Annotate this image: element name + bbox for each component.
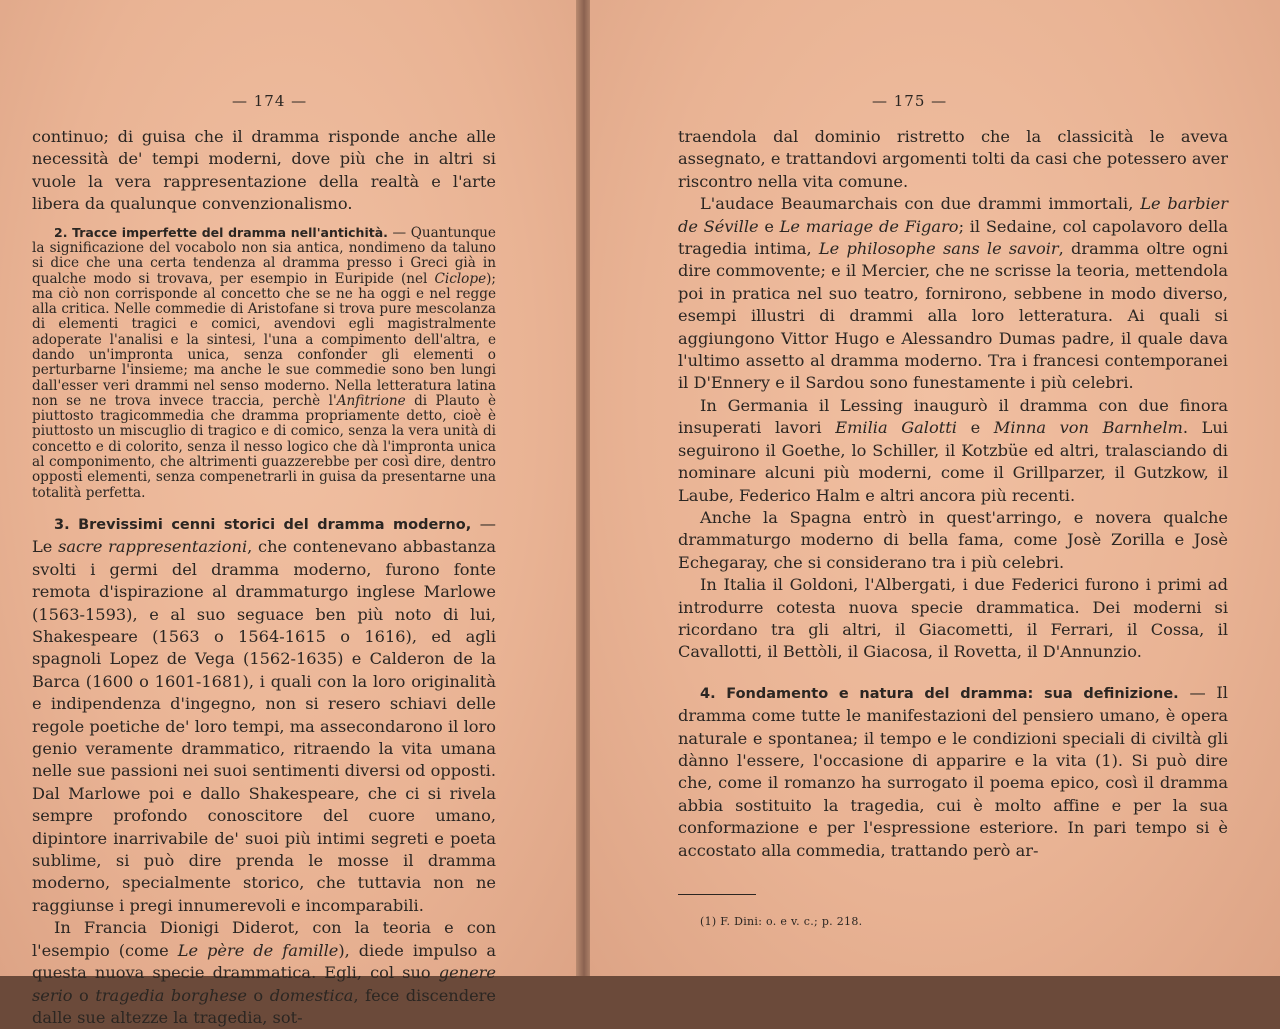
- section-2-heading: 2. Tracce imperfette del dramma nell'antichità.: [54, 224, 388, 240]
- section-gap: [678, 664, 1228, 682]
- section-3-heading: 3. Brevissimi cenni storici del dramma moderno,: [54, 516, 472, 533]
- paragraph-germania: In Germania il Lessing inaugurò il dramma con due finora insuperati lavori Emilia Galotti e Minna von Barnhelm. Lui seguirono il Goethe, lo Schiller, il Kotzbüe ed altri, tralasciando di nominare alcuni più moderni, come il Grillparzer, il Gutzkow, il Laube, Federico Halm e altri ancora più recenti.: [678, 395, 1228, 505]
- paragraph-italia: In Italia il Goldoni, l'Albergati, i due Federici furono i primi ad introdurre cotesta nuova specie drammatica. Dei moderni si ricordano tra gli altri, il Giacometti, il Ferrari, il Cossa, il Cavallotti, il Bettòli, il Giacosa, il Rovetta, il D'Annunzio.: [678, 575, 1228, 662]
- section-3-paragraph: 3. Brevissimi cenni storici del dramma moderno, — Le sacre rappresentazioni, che contenevano abbastanza svolti i germi del dramma moderno, furono fonte remota d'ispirazione al drammaturgo inglese Marlowe (1563-1593), e al suo seguace ben più noto di lui, Shakespeare (1563 o 1564-1615 o 1616), ed agli spagnoli Lopez de Vega (1562-1635) e Calderon de la Barca (1600 o 1601-1681), i quali con la loro originalità e indipendenza d'ingegno, non si resero schiavi delle regole poetiche de' loro tempi, ma assecondarono il loro genio veramente drammatico, ritraendo la vita umana nelle sue passioni nei suoi sentimenti diversi od opposti. Dal Marlowe poi e dallo Shakespeare, che ci si rivela sempre profondo conoscitore del cuore umano, dipintore inarrivabile de' suoi più intimi segreti e poeta sublime, si può dire prenda le mosse il dramma moderno, specialmente storico, che tuttavia non ne raggiunse i pregi innumerevoli e incomparabili.: [32, 513, 496, 915]
- section-4-paragraph: 4. Fondamento e natura del dramma: sua definizione. — Il dramma come tutte le manifestazioni del pensiero umano, è opera naturale e spontanea; il tempo e le condizioni speciali di civiltà gli dànno l'essere, l'occasione di apparire e la vita (1). Si può dire che, come il romanzo ha surrogato il poema epico, così il dramma abbia sostituito la tragedia, cui è molto affine e per la sua conformazione e per l'espressione esteriore. In pari tempo si è accostato alla commedia, trattando però ar-: [678, 682, 1228, 860]
- left-page-text: [32, 126, 496, 1029]
- footnote-rule: [678, 894, 756, 895]
- paragraph-francia: In Francia Dionigi Diderot, con la teoria e con l'esempio (come Le père de famille), diede impulso a questa nuova specie drammatica. Egli, col suo genere serio o tragedia borghese o domestica, fece discendere dalle sue altezze la tragedia, sot-: [32, 918, 497, 1027]
- right-page-text: [678, 126, 1228, 928]
- right-page: [590, 0, 1280, 976]
- section-2-paragraph: 2. Tracce imperfette del dramma nell'antichità. — Quantunque la significazione del vocabolo non sia antica, nondimeno da taluno si dice che una certa tendenza al dramma presso i Greci già in qualche modo si trovava, per esempio in Euripide (nel Ciclope); ma ciò non corrisponde al concetto che se ne ha oggi e nel regge alla critica. Nelle commedie di Aristofane si trova pure mescolanza di elementi tragici e comici, avendovi egli magistralmente adoperate l'analisi e la sintesi, l'una a compimento dell'altra, e dando un'impronta unica, senza confonder gli elementi o perturbarne l'insieme; ma anche le sue commedie sono ben lungi dall'esser veri drammi nel senso moderno. Nella letteratura latina non se ne trova invece traccia, perchè l'Anfitrione di Plauto è piuttosto tragicommedia che dramma propriamente detto, cioè è piuttosto un miscuglio di tragico e di comico, senza la vera unità di concetto e di colorito, senza il nesso logico che dà l'impronta unica al componimento, che altrimenti guazzerebbe per così dire, dentro opposti elementi, senza compenetrarli in guisa da presentarne una totalità perfetta.: [32, 224, 497, 501]
- paragraph-francia-authors: L'audace Beaumarchais con due drammi immortali, Le barbier de Séville e Le mariage de Figaro; il Sedaine, col capolavoro della tragedia intima, Le philosophe sans le savoir, dramma oltre ogni dire commovente; e il Mercier, che ne scrisse la teoria, mettendola poi in pratica nel suo teatro, fornirono, sebbene in modo diverso, esempi illustri di drammi alla loro letteratura. Ai quali si aggiungono Vittor Hugo e Alessandro Dumas padre, il quale dava l'ultimo assetto al dramma moderno. Tra i francesi contemporanei il D'Ennery e il Sardou sono funestamente i più celebri.: [678, 194, 1229, 393]
- page-number-left: — 174 —: [232, 92, 308, 110]
- footnote: (1) F. Dini: o. e v. c.; p. 218.: [700, 915, 863, 928]
- page-number-right: — 175 —: [872, 92, 948, 110]
- paragraph-spagna: Anche la Spagna entrò in quest'arringo, e novera qualche drammaturgo moderno di bella fama, come Josè Zorilla e Josè Echegaray, che si considerano tra i più celebri.: [678, 507, 1228, 572]
- paragraph-continuation: continuo; di guisa che il dramma risponde anche alle necessità de' tempi moderni, dove più che in altri si vuole la vera rappresentazione della realtà e l'arte libera da qualunque convenzionalismo.: [32, 127, 496, 214]
- left-page: [0, 0, 578, 1027]
- section-4-heading: 4. Fondamento e natura del dramma: sua definizione.: [700, 685, 1179, 702]
- paragraph-continuation-right: traendola dal dominio ristretto che la classicità le aveva assegnato, e trattandovi argomenti tolti da casi che potessero aver riscontro nella vita comune.: [678, 127, 1228, 191]
